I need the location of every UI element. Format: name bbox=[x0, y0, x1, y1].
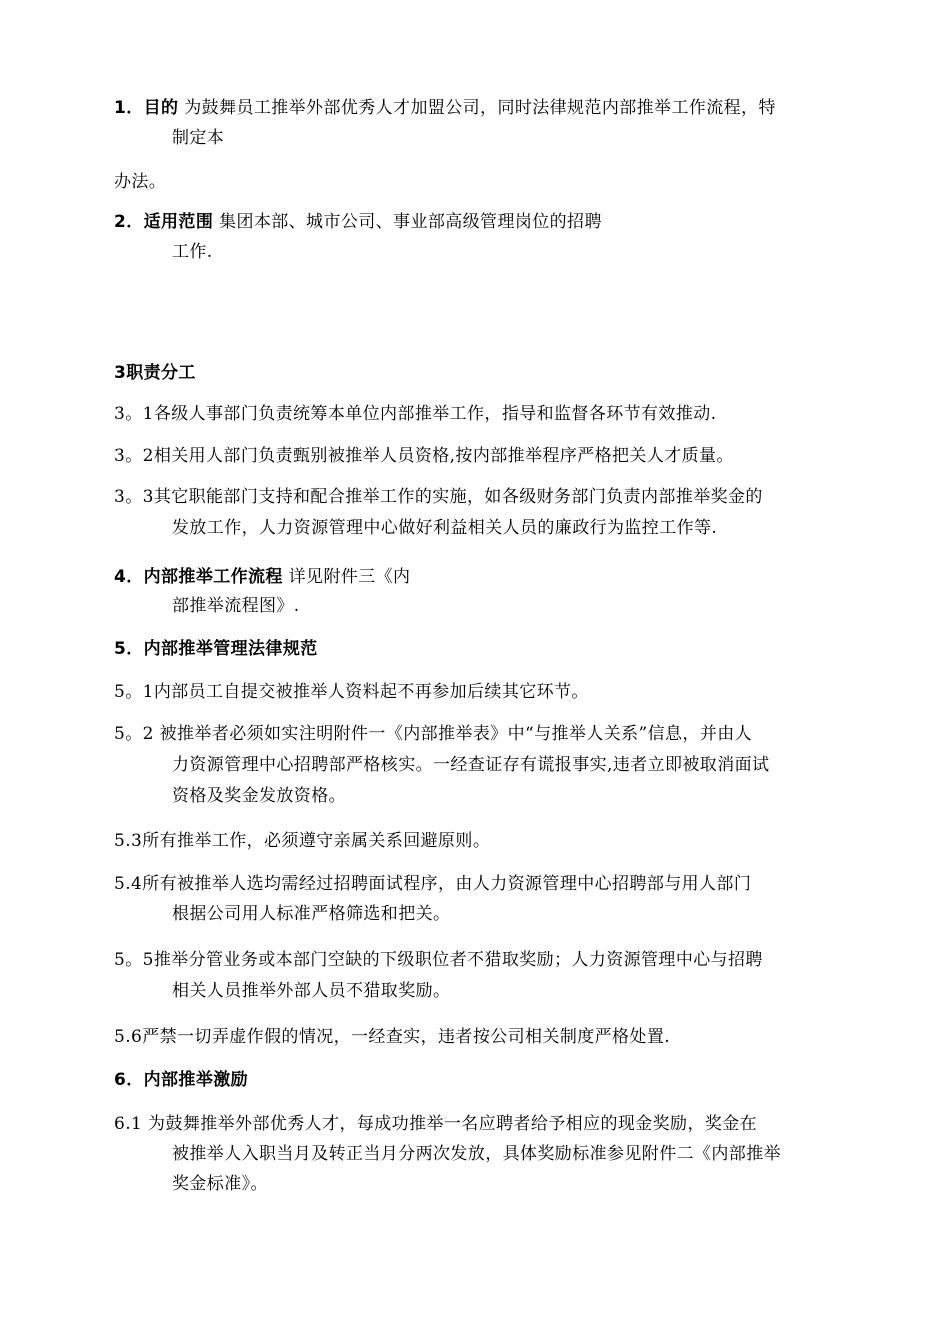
section-4-text-cont: 部推举流程图》. bbox=[172, 596, 300, 616]
section-4-text: 详见附件三《内 bbox=[288, 567, 411, 587]
section-3-item-1: 3。1各级人事部门负责统筹本单位内部推举工作，指导和监督各环节有效推动. bbox=[114, 404, 717, 424]
section-4-workflow bbox=[114, 565, 410, 589]
section-2-scope bbox=[114, 210, 602, 234]
section-5-item-2: 5。2 被推举者必须如实注明附件一《内部推举表》中“与推举人关系”信息，并由人 bbox=[114, 724, 753, 744]
section-5-item-5-cont: 相关人员推举外部人员不猎取奖励。 bbox=[172, 981, 451, 1001]
section-5-item-4: 5.4所有被推举人选均需经过招聘面试程序，由人力资源管理中心招聘部与用人部门 bbox=[114, 874, 752, 894]
section-5-item-5: 5。5推举分管业务或本部门空缺的下级职位者不猎取奖励；人力资源管理中心与招聘 bbox=[114, 950, 763, 970]
section-2-heading: 2．适用范围 bbox=[114, 212, 214, 232]
section-3-item-2: 3。2相关用人部门负责甄别被推举人员资格,按内部推举程序严格把关人才质量。 bbox=[114, 446, 734, 466]
section-5-item-2-cont-2: 资格及奖金发放资格。 bbox=[172, 786, 346, 806]
section-1-text-end: 办法。 bbox=[114, 172, 167, 192]
section-6-item-1-cont-1: 被推举人入职当月及转正当月分两次发放，具体奖励标准参见附件二《内部推举 bbox=[172, 1144, 781, 1164]
section-5-heading: 5．内部推举管理法律规范 bbox=[114, 639, 318, 659]
section-4-heading: 4．内部推举工作流程 bbox=[114, 567, 283, 587]
section-3-item-3-cont: 发放工作，人力资源管理中心做好利益相关人员的廉政行为监控工作等. bbox=[172, 518, 718, 538]
section-5-item-6: 5.6严禁一切弄虚作假的情况，一经查实，违者按公司相关制度严格处置. bbox=[114, 1027, 671, 1047]
section-5-item-4-cont: 根据公司用人标准严格筛选和把关。 bbox=[172, 904, 451, 924]
section-1-heading: 1．目的 bbox=[114, 98, 179, 118]
section-6-item-1-cont-2: 奖金标准》。 bbox=[172, 1174, 268, 1194]
section-3-heading: 3职责分工 bbox=[114, 363, 196, 383]
section-6-heading: 6．内部推举激励 bbox=[114, 1070, 249, 1090]
section-2-text: 集团本部、城市公司、事业部高级管理岗位的招聘 bbox=[219, 212, 602, 232]
section-1-purpose bbox=[114, 96, 776, 120]
section-6-item-1: 6.1 为鼓舞推举外部优秀人才，每成功推举一名应聘者给予相应的现金奖励，奖金在 bbox=[114, 1114, 758, 1134]
section-5-item-3: 5.3所有推举工作，必须遵守亲属关系回避原则。 bbox=[114, 831, 491, 851]
section-1-text: 为鼓舞员工推举外部优秀人才加盟公司，同时法律规范内部推举工作流程，特 bbox=[184, 98, 776, 118]
section-5-item-2-cont-1: 力资源管理中心招聘部严格核实。一经查证存有谎报事实,违者立即被取消面试 bbox=[172, 755, 770, 775]
section-5-item-1: 5。1内部员工自提交被推举人资料起不再参加后续其它环节。 bbox=[114, 682, 589, 702]
section-3-item-3: 3。3其它职能部门支持和配合推举工作的实施，如各级财务部门负责内部推举奖金的 bbox=[114, 487, 763, 507]
section-2-text-cont: 工作. bbox=[172, 242, 213, 262]
section-1-text-cont: 制定本 bbox=[172, 128, 225, 148]
